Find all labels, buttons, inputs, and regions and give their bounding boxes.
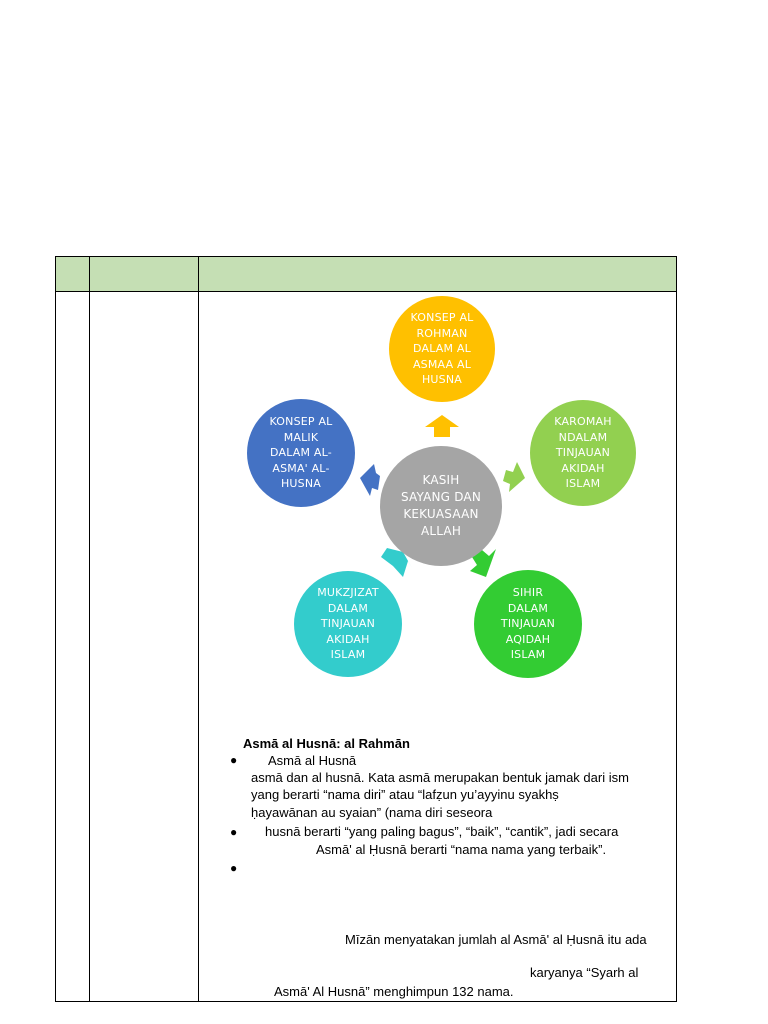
section-heading: Asmā al Husnā: al Rahmān: [243, 736, 410, 751]
bullet-2-line-2: Asmā' al Ḥusnā berarti “nama nama yang terbaik”.: [316, 842, 607, 857]
bullet-3: ●: [230, 861, 238, 875]
paragraph-3: Asmā' Al Husnā” menghimpun 132 nama.: [274, 984, 514, 999]
node-karomah: [530, 400, 636, 506]
node-rohman-label: KONSEP AL ROHMAN DALAM AL ASMAA AL HUSNA: [410, 311, 474, 387]
node-mukzjizat: [294, 571, 402, 677]
paragraph-1: Mīzān menyatakan jumlah al Asmā' al Ḥusnā itu ada: [345, 932, 647, 947]
bullet-1-line-3: yang berarti “nama diri” atau “lafẓun yu’ayyinu syakhṣ: [251, 787, 559, 802]
bullet-2-line-1: husnā berarti “yang paling bagus”, “baik”, “cantik”, jadi secara: [265, 824, 619, 839]
node-mukzjizat-label: MUKZJIZAT DALAM TINJAUAN AKIDAH ISLAM: [317, 586, 379, 662]
arrow-up: [425, 415, 459, 437]
node-malik: [247, 399, 355, 507]
node-center: [380, 446, 502, 566]
bullet-1: ●: [230, 753, 238, 767]
arrow-left: [360, 464, 380, 496]
arrow-right: [503, 462, 525, 492]
bullet-1-line-2: asmā dan al husnā. Kata asmā merupakan bentuk jamak dari ism: [251, 770, 629, 785]
bullet-1-line-1: Asmā al Husnā: [268, 753, 357, 768]
node-sihir: [474, 570, 582, 678]
bullet-2: ●: [230, 825, 238, 839]
bullet-1-line-4: ḥayawānan au syaian” (nama diri seseora: [251, 805, 493, 820]
node-center-label: KASIH SAYANG DAN KEKUASAAN ALLAH: [400, 473, 482, 538]
node-rohman: [389, 296, 495, 402]
node-karomah-label: KAROMAH NDALAM TINJAUAN AKIDAH ISLAM: [554, 415, 612, 491]
node-sihir-label: SIHIR DALAM TINJAUAN AQIDAH ISLAM: [500, 586, 556, 662]
node-malik-label: KONSEP AL MALIK DALAM AL- ASMA' AL- HUSNA: [269, 415, 333, 491]
paragraph-2: karyanya “Syarh al: [530, 965, 639, 980]
